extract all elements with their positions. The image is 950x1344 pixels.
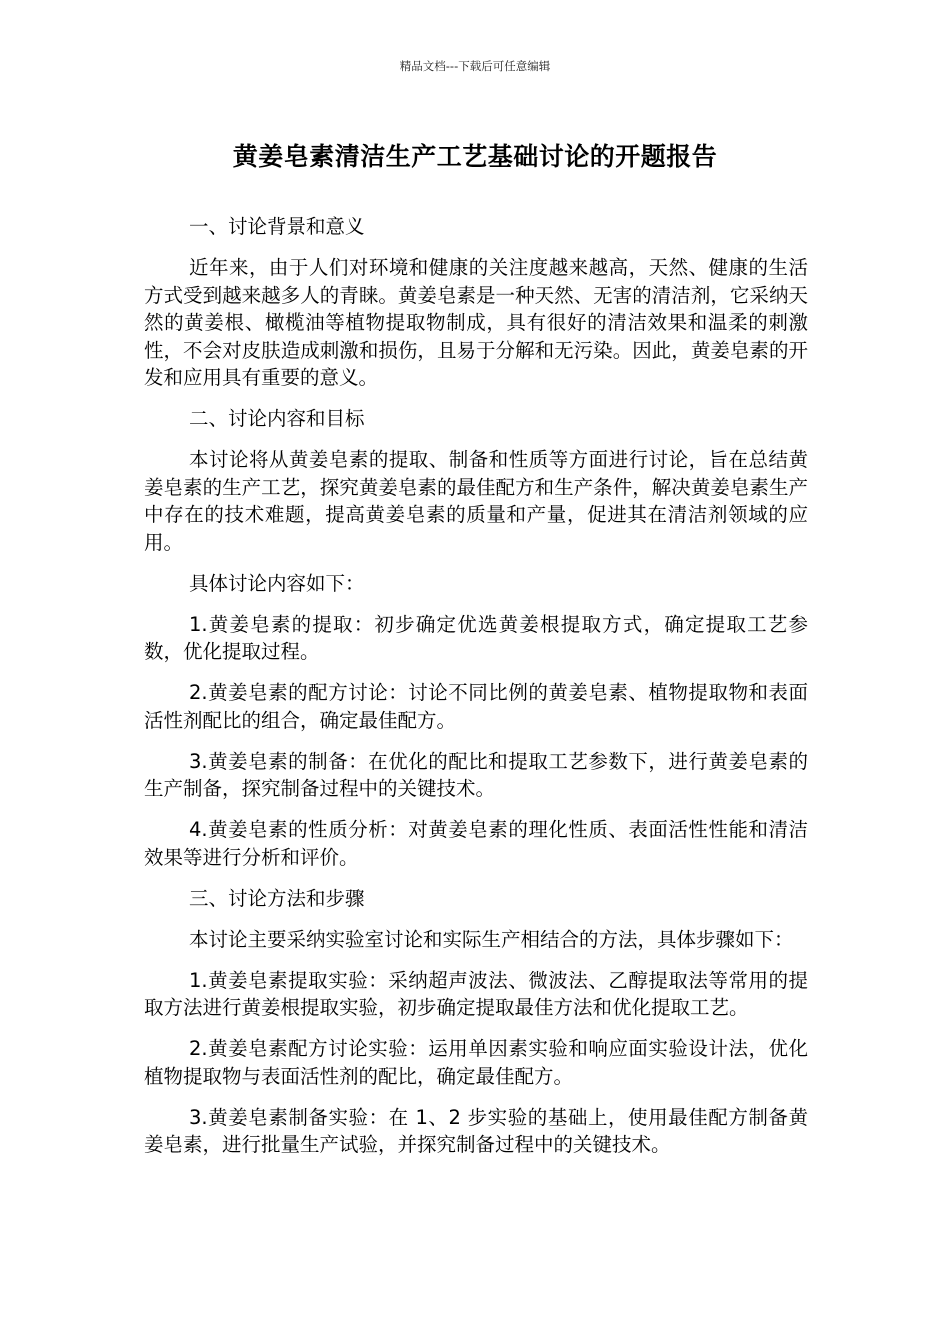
list-item-content-1: 1.黄姜皂素的提取：初步确定优选黄姜根提取方式，确定提取工艺参数，优化提取过程。 <box>144 612 808 663</box>
section-heading-background: 一、讨论背景和意义 <box>189 215 365 238</box>
list-item-content-3: 3.黄姜皂素的制备：在优化的配比和提取工艺参数下，进行黄姜皂素的生产制备，探究制备过程中的关键技术。 <box>144 749 808 800</box>
paragraph-content: 本讨论将从黄姜皂素的提取、制备和性质等方面进行讨论，旨在总结黄姜皂素的生产工艺，探究黄姜皂素的最佳配方和生产条件，解决黄姜皂素生产中存在的技术难题，提高黄姜皂素的质量和产量，促进其在清洁剂领域的应用。 <box>144 448 808 554</box>
paragraph-background: 近年来，由于人们对环境和健康的关注度越来越高，天然、健康的生活方式受到越来越多人的青睐。黄姜皂素是一种天然、无害的清洁剂，它采纳天然的黄姜根、橄榄油等植物提取物制成，具有很好的清洁效果和温柔的刺激性，不会对皮肤造成刺激和损伤，且易于分解和无污染。因此，黄姜皂素的开发和应用具有重要的意义。 <box>144 256 808 389</box>
list-item-methods-2: 2.黄姜皂素配方讨论实验：运用单因素实验和响应面实验设计法，优化植物提取物与表面活性剂的配比，确定最佳配方。 <box>144 1037 808 1088</box>
page-header-watermark: 精品文档---下载后可任意编辑 <box>399 59 551 73</box>
document-title: 黄姜皂素清洁生产工艺基础讨论的开题报告 <box>232 142 718 171</box>
list-item-content-2: 2.黄姜皂素的配方讨论：讨论不同比例的黄姜皂素、植物提取物和表面活性剂配比的组合，确定最佳配方。 <box>144 681 808 732</box>
section-heading-methods: 三、讨论方法和步骤 <box>189 886 365 910</box>
paragraph-content-intro: 具体讨论内容如下： <box>189 571 365 595</box>
list-item-methods-3: 3.黄姜皂素制备实验：在 1、2 步实验的基础上，使用最佳配方制备黄姜皂素，进行批量生产试验，并探究制备过程中的关键技术。 <box>144 1105 808 1156</box>
section-heading-content: 二、讨论内容和目标 <box>189 407 365 430</box>
paragraph-methods: 本讨论主要采纳实验室讨论和实际生产相结合的方法，具体步骤如下： <box>189 927 794 951</box>
list-item-methods-1: 1.黄姜皂素提取实验：采纳超声波法、微波法、乙醇提取法等常用的提取方法进行黄姜根提取实验，初步确定提取最佳方法和优化提取工艺。 <box>144 968 808 1019</box>
document-body <box>144 213 808 1172</box>
list-item-content-4: 4.黄姜皂素的性质分析：对黄姜皂素的理化性质、表面活性性能和清洁效果等进行分析和评价。 <box>144 818 808 869</box>
